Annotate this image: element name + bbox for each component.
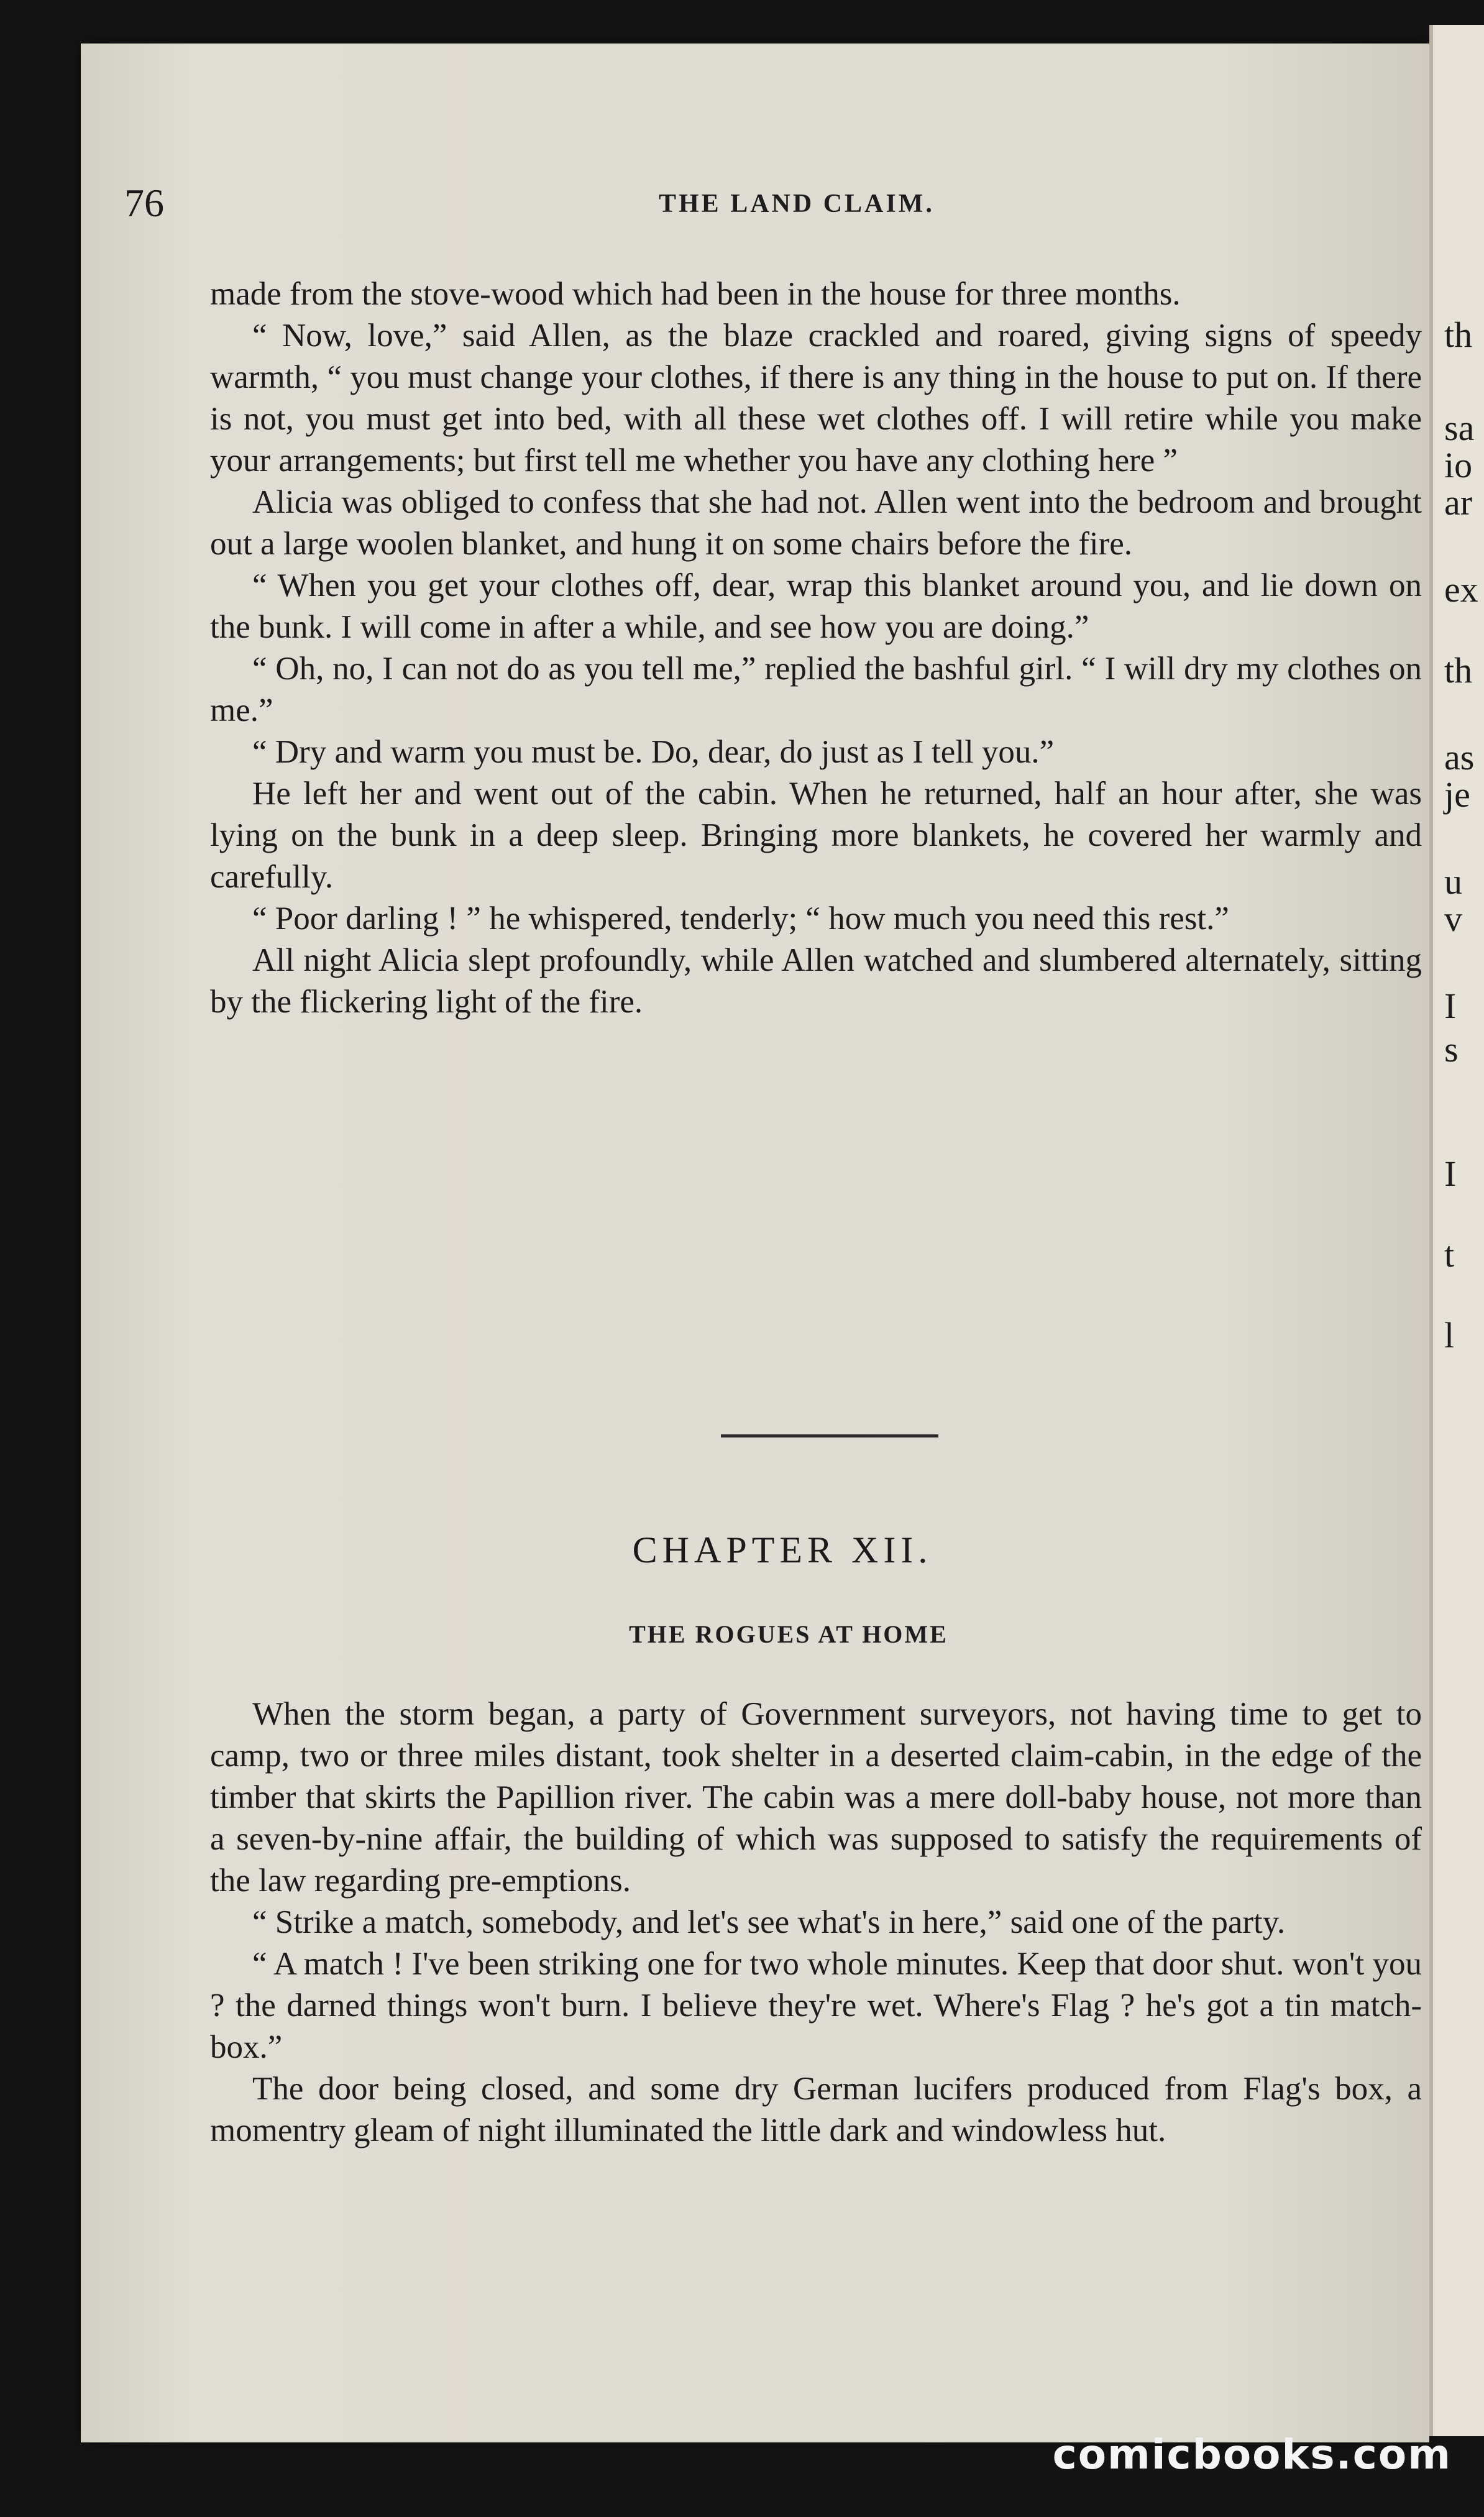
page-number: 76 <box>124 181 164 225</box>
paragraph: “ Poor darling ! ” he whispered, tenderly; “ how much you need this rest.” <box>252 901 1229 937</box>
paragraph: The door being closed, and some dry German lucifers produced from Flag's box, a momentry gleam of night illuminated the little dark and windowless hut. <box>210 2071 1422 2148</box>
section-divider <box>721 1434 938 1437</box>
paragraph: “ Dry and warm you must be. Do, dear, do just as I tell you.” <box>252 734 1055 770</box>
paragraph: When the storm began, a party of Government surveyors, not having time to get to camp, two or three miles distant, took shelter in a deserted claim-cabin, in the edge of the timber that skirts the Papillion river. The cabin was a mere doll-baby house, not more than a seven-by-nine affair, the building of which was supposed to satisfy the requirements of the law regarding pre-emptions. <box>210 1696 1422 1899</box>
next-page-fragment: io <box>1444 445 1473 485</box>
running-head: THE LAND CLAIM. <box>659 190 935 218</box>
chapter-text-block <box>210 1694 1422 2152</box>
paragraph: “ When you get your clothes off, dear, wrap this blanket around you, and lie down on the bunk. I will come in after a while, and see how you are doing.” <box>210 567 1422 645</box>
top-text-block <box>210 273 1422 1023</box>
next-page-fragment: as <box>1444 737 1475 777</box>
next-page-fragment: u <box>1444 861 1462 902</box>
paragraph: “ Strike a match, somebody, and let's see what's in here,” said one of the party. <box>252 1904 1286 1940</box>
next-page-fragment: s <box>1444 1029 1459 1070</box>
next-page-fragment: I <box>1444 1153 1457 1194</box>
paragraph: made from the stove-wood which had been in the house for three months. <box>210 276 1181 312</box>
paragraph: Alicia was obliged to confess that she had not. Allen went into the bedroom and brought out a large woolen blanket, and hung it on some chairs before the fire. <box>210 484 1422 562</box>
chapter-title: CHAPTER XII. <box>632 1529 933 1570</box>
next-page-fragment: sa <box>1444 408 1475 448</box>
paragraph: He left her and went out of the cabin. When he returned, half an hour after, she was lying on the bunk in a deep sleep. Bringing more blankets, he covered her warmly and carefully. <box>210 776 1422 895</box>
next-page-fragment: v <box>1444 899 1462 939</box>
paragraph: “ A match ! I've been striking one for two whole minutes. Keep that door shut. won't you ? the darned things won't burn. I believe they're wet. Where's Flag ? he's got a tin match-box.” <box>210 1946 1422 2065</box>
paragraph: All night Alicia slept profoundly, while Allen watched and slumbered alternately, sitting by the flickering light of the fire. <box>210 942 1422 1020</box>
watermark: comicbooks.com <box>1052 2431 1452 2478</box>
next-page-fragment: ar <box>1444 482 1473 523</box>
next-page-edge <box>1429 25 1484 2436</box>
paragraph: “ Now, love,” said Allen, as the blaze crackled and roared, giving signs of speedy warmth, “ you must change your clothes, if there is any thing in the house to put on. If there is not, you must get into bed, with all these wet clothes off. I will retire while you make your arrangements; but first tell me whether you have any clothing here ” <box>210 318 1422 479</box>
next-page-fragment: th <box>1444 314 1473 355</box>
next-page-fragment: I <box>1444 986 1457 1026</box>
next-page-fragment: je <box>1444 774 1470 815</box>
next-page-fragment: t <box>1444 1234 1455 1275</box>
page-header <box>124 180 1429 230</box>
next-page-fragment: ex <box>1444 569 1478 610</box>
next-page-fragment: th <box>1444 650 1473 690</box>
chapter-subtitle: THE ROGUES AT HOME <box>629 1620 948 1648</box>
paragraph: “ Oh, no, I can not do as you tell me,” replied the bashful girl. “ I will dry my clothes on me.” <box>210 651 1422 728</box>
next-page-fragment: l <box>1444 1315 1455 1355</box>
